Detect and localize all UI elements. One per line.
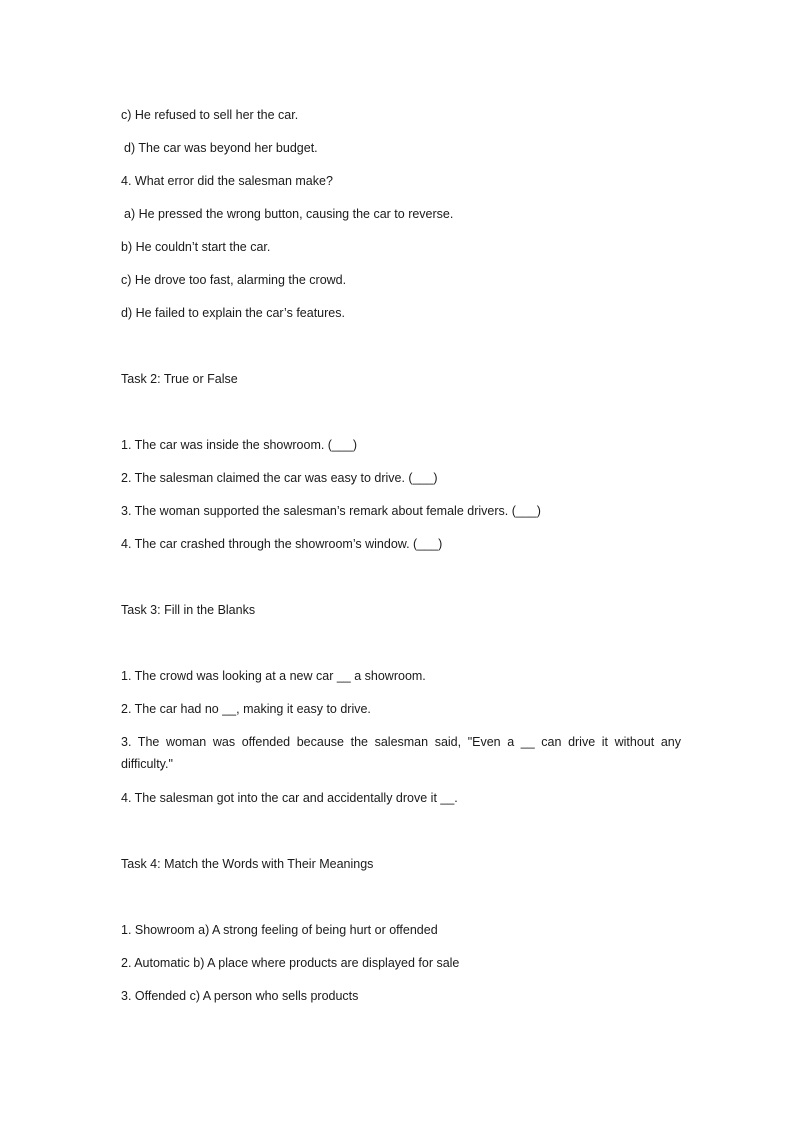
task2-item-3: 3. The woman supported the salesman’s remark about female drivers. (___) [121, 504, 541, 518]
task3-item-3: 3. The woman was offended because the salesman said, "Even a __ can drive it without any difficulty." [121, 735, 681, 771]
q4-option-a: a) He pressed the wrong button, causing the car to reverse. [124, 207, 454, 221]
task3-heading: Task 3: Fill in the Blanks [121, 603, 256, 617]
task4-item-3: 3. Offended c) A person who sells products [121, 989, 359, 1003]
q4-option-c: c) He drove too fast, alarming the crowd. [121, 273, 347, 287]
q3-option-d: d) The car was beyond her budget. [124, 141, 318, 155]
task2-item-1: 1. The car was inside the showroom. (___) [121, 438, 357, 452]
task2-heading: Task 2: True or False [121, 372, 238, 386]
q4-question: 4. What error did the salesman make? [121, 174, 333, 188]
task2-item-2: 2. The salesman claimed the car was easy to drive. (___) [121, 471, 438, 485]
q4-option-d: d) He failed to explain the car’s features. [121, 306, 345, 320]
task2-item-4: 4. The car crashed through the showroom’s window. (___) [121, 537, 443, 551]
task3-item-1: 1. The crowd was looking at a new car __ a showroom. [121, 669, 426, 683]
q4-option-b: b) He couldn’t start the car. [121, 240, 271, 254]
task4-item-2: 2. Automatic b) A place where products are displayed for sale [121, 956, 460, 970]
task3-item-4: 4. The salesman got into the car and accidentally drove it __. [121, 791, 458, 805]
task4-heading: Task 4: Match the Words with Their Meanings [121, 857, 374, 871]
q3-option-c: c) He refused to sell her the car. [121, 108, 299, 122]
task3-item-2: 2. The car had no __, making it easy to drive. [121, 702, 371, 716]
task4-item-1: 1. Showroom a) A strong feeling of being hurt or offended [121, 923, 438, 937]
